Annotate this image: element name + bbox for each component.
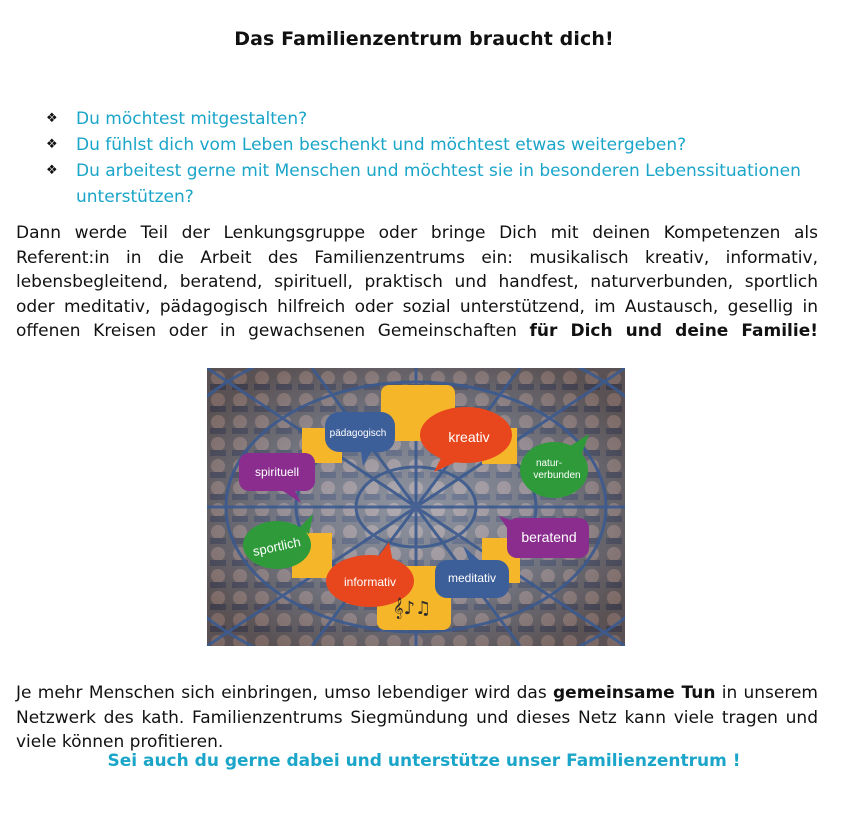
bullet-text: Du möchtest mitgestalten? (76, 109, 308, 129)
bullet-text: Du arbeitest gerne mit Menschen und möchtest sie in besonderen Lebenssituationen unterstützen? (76, 161, 801, 207)
outro-paragraph (16, 681, 818, 755)
bubble-label: sportlich (251, 534, 302, 559)
music-notes-icon: 𝄞♪♫ (393, 598, 432, 619)
outro-text: Je mehr Menschen sich einbringen, umso lebendiger wird das (16, 683, 553, 703)
list-item (44, 158, 824, 210)
page-title: Das Familienzentrum braucht dich! (234, 28, 614, 50)
bubble-beratend (499, 516, 589, 558)
list-item (44, 132, 824, 158)
bubble-label: natur- (535, 458, 563, 469)
bubble-label: pädagogisch (329, 428, 387, 439)
bubble-label: informativ (343, 575, 397, 589)
bubble-label: beratend (521, 529, 577, 545)
intro-emphasis: für Dich und deine Familie! (529, 321, 818, 341)
speech-bubble-collage (207, 368, 625, 646)
bullet-text: Du fühlst dich vom Leben beschenkt und möchtest etwas weitergeben? (76, 135, 687, 155)
bubble-label: meditativ (447, 571, 497, 585)
question-list (44, 106, 824, 210)
bubble-label: kreativ (448, 429, 490, 445)
outro-text-end: in unserem Netzwerk des kath. Familienzentrums Siegmündung und dieses Netz kann viele tragen und viele können profitieren. (16, 683, 818, 752)
bubble-label: verbunden (533, 470, 581, 481)
intro-text: Dann werde Teil der Lenkungsgruppe oder bringe Dich mit deinen Kompetenzen als Referent:in in die Arbeit des Familienzentrums ein: musikalisch kreativ, informativ, lebensbegleitend, beratend, spirituell, praktisch und handfest, naturverbunden, sportlich oder meditativ, pädagogisch hilfreich oder sozial unterstützend, im Austausch, gesellig in offenen Kreisen oder in gewachsenen Gemeinschaften (16, 223, 818, 341)
diamond-bullet-icon: ❖ (46, 111, 58, 126)
diamond-bullet-icon: ❖ (46, 137, 58, 152)
intro-paragraph (16, 221, 818, 344)
bubble-label: spirituell (254, 465, 300, 479)
diamond-bullet-icon: ❖ (46, 163, 58, 178)
list-item (44, 106, 824, 132)
closing-call-to-action: Sei auch du gerne dabei und unterstütze unser Familienzentrum ! (107, 751, 741, 771)
outro-emphasis: gemeinsame Tun (553, 683, 716, 703)
